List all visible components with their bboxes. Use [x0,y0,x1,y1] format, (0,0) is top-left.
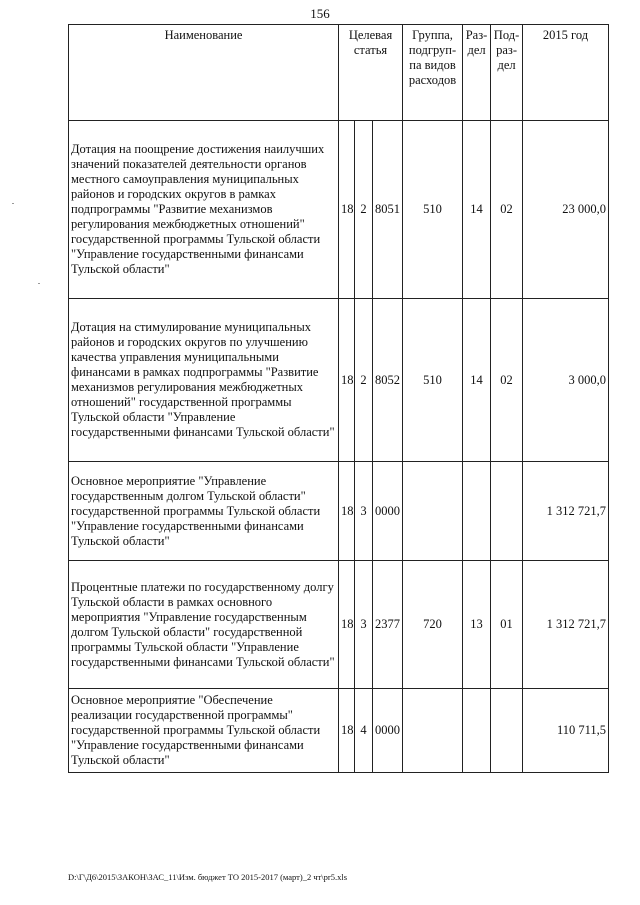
header-section: Раз-дел [463,25,491,121]
header-year: 2015 год [523,25,609,121]
page-number: 156 [310,6,330,21]
row-amount: 1 312 721,7 [523,561,609,689]
row-code-subprogram: 4 [355,689,373,773]
row-amount: 3 000,0 [523,299,609,462]
row-group [403,689,463,773]
header-target-article: Целевая статья [339,25,403,121]
row-code-program: 18 [339,462,355,561]
row-section: 14 [463,299,491,462]
table-row [69,462,609,561]
row-code-subprogram: 3 [355,561,373,689]
row-subsection: 01 [491,561,523,689]
row-code-direction: 0000 [373,689,403,773]
row-section [463,462,491,561]
row-code-direction: 0000 [373,462,403,561]
row-name: Основное мероприятие "Обеспечение реализации государственной программы" государственной программы Тульской области "Управление государственными финансами Тульской области" [69,689,339,773]
row-code-direction: 2377 [373,561,403,689]
row-subsection: 02 [491,299,523,462]
table-row [69,689,609,773]
row-code-program: 18 [339,121,355,299]
header-subsection: Под-раз-дел [491,25,523,121]
file-path-footer: D:\Г\Д6\2015\ЗАКОН\ЗАС_11\Изм. бюджет ТО 2015-2017 (март)_2 чт\pr5.xls [68,872,348,882]
row-section: 14 [463,121,491,299]
header-row [69,25,609,121]
row-code-subprogram: 3 [355,462,373,561]
row-amount: 110 711,5 [523,689,609,773]
row-code-program: 18 [339,299,355,462]
row-name: Дотация на стимулирование муниципальных районов и городских округов по улучшению качества управления муниципальными финансами в рамках подпрограммы "Развитие механизмов регулирования межбюджетных отношений" государственной программы Тульской области "Управление государственными финансами Тульской области" [69,299,339,462]
row-section: 13 [463,561,491,689]
row-subsection: 02 [491,121,523,299]
header-group: Группа, подгруп-па видов расходов [403,25,463,121]
row-group: 510 [403,299,463,462]
row-amount: 1 312 721,7 [523,462,609,561]
table-row [69,299,609,462]
row-group: 510 [403,121,463,299]
scan-speck [12,203,14,204]
row-group [403,462,463,561]
scan-speck [38,283,40,284]
table-row [69,121,609,299]
row-code-program: 18 [339,561,355,689]
row-name: Основное мероприятие "Управление государственным долгом Тульской области" государственной программы Тульской области "Управление государственными финансами Тульской области" [69,462,339,561]
header-name: Наименование [69,25,339,121]
row-code-subprogram: 2 [355,121,373,299]
row-code-subprogram: 2 [355,299,373,462]
row-code-direction: 8051 [373,121,403,299]
table-row [69,561,609,689]
row-name: Дотация на поощрение достижения наилучших значений показателей деятельности органов местного самоуправления муниципальных районов и городских округов в рамках подпрограммы "Развитие механизмов регулирования межбюджетных отношений" государственной программы Тульской области "Управление государственными финансами Тульской области" [69,121,339,299]
row-subsection [491,689,523,773]
row-group: 720 [403,561,463,689]
row-name: Процентные платежи по государственному долгу Тульской области в рамках основного мероприятия "Управление государственным долгом Тульской области" государственной программы Тульской области "Управление государственными финансами Тульской области" [69,561,339,689]
budget-table [68,24,609,773]
row-code-program: 18 [339,689,355,773]
row-code-direction: 8052 [373,299,403,462]
row-subsection [491,462,523,561]
row-section [463,689,491,773]
row-amount: 23 000,0 [523,121,609,299]
